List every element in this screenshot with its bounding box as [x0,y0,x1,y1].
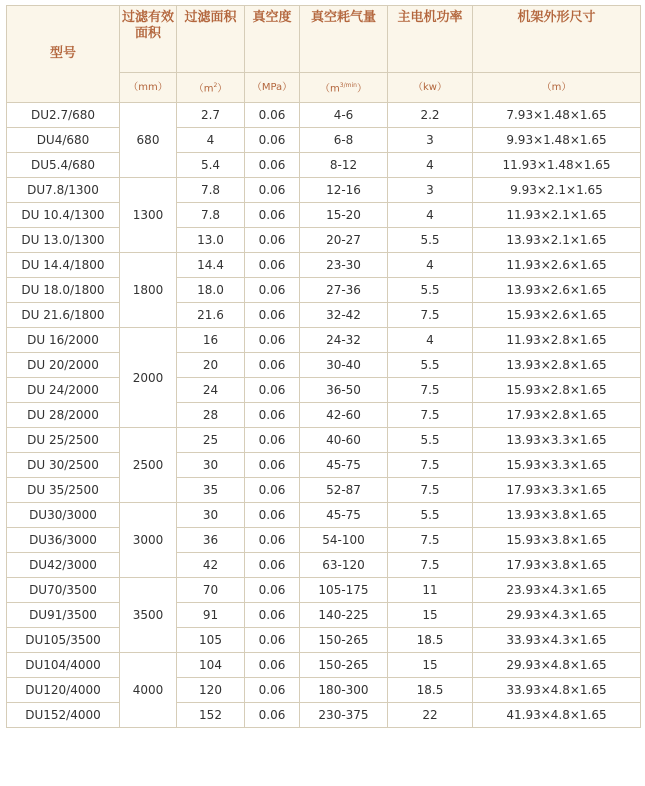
consumption-cell: 36-50 [300,378,388,403]
area-cell: 30 [177,503,245,528]
vacuum-cell: 0.06 [245,528,300,553]
table-row [7,603,641,628]
effective-width-cell: 3500 [120,578,177,653]
table-row [7,503,641,528]
area-cell: 7.8 [177,178,245,203]
vacuum-cell: 0.06 [245,653,300,678]
area-cell: 30 [177,453,245,478]
table-row [7,478,641,503]
effective-width-cell: 1300 [120,178,177,253]
power-cell: 4 [388,153,473,178]
power-cell: 11 [388,578,473,603]
power-cell: 7.5 [388,478,473,503]
area-cell: 25 [177,428,245,453]
power-cell: 5.5 [388,228,473,253]
model-cell: DU4/680 [7,128,120,153]
area-cell: 7.8 [177,203,245,228]
table-row [7,678,641,703]
size-cell: 11.93×2.1×1.65 [473,203,641,228]
table-row [7,628,641,653]
power-cell: 5.5 [388,428,473,453]
model-cell: DU7.8/1300 [7,178,120,203]
vacuum-cell: 0.06 [245,628,300,653]
table-row [7,178,641,203]
vacuum-cell: 0.06 [245,128,300,153]
area-cell: 13.0 [177,228,245,253]
model-cell: DU5.4/680 [7,153,120,178]
size-cell: 15.93×3.3×1.65 [473,453,641,478]
model-cell: DU105/3500 [7,628,120,653]
size-cell: 17.93×3.3×1.65 [473,478,641,503]
vacuum-cell: 0.06 [245,303,300,328]
consumption-cell: 24-32 [300,328,388,353]
vacuum-cell: 0.06 [245,328,300,353]
effective-width-cell: 2000 [120,328,177,428]
spec-table [6,5,641,728]
header-effective-width: 过滤有效面积 [120,6,177,73]
size-cell: 9.93×2.1×1.65 [473,178,641,203]
area-cell: 42 [177,553,245,578]
header-consumption: 真空耗气量 [300,6,388,73]
effective-width-cell: 4000 [120,653,177,728]
unit-effective-width: （mm） [120,73,177,103]
model-cell: DU2.7/680 [7,103,120,128]
size-cell: 11.93×1.48×1.65 [473,153,641,178]
size-cell: 29.93×4.8×1.65 [473,653,641,678]
vacuum-cell: 0.06 [245,203,300,228]
area-cell: 21.6 [177,303,245,328]
vacuum-cell: 0.06 [245,353,300,378]
model-cell: DU 10.4/1300 [7,203,120,228]
size-cell: 15.93×2.6×1.65 [473,303,641,328]
table-row [7,228,641,253]
model-cell: DU104/4000 [7,653,120,678]
consumption-cell: 150-265 [300,628,388,653]
vacuum-cell: 0.06 [245,253,300,278]
area-cell: 28 [177,403,245,428]
power-cell: 7.5 [388,453,473,478]
consumption-cell: 6-8 [300,128,388,153]
table-row [7,303,641,328]
model-cell: DU 13.0/1300 [7,228,120,253]
vacuum-cell: 0.06 [245,453,300,478]
power-cell: 7.5 [388,553,473,578]
area-cell: 14.4 [177,253,245,278]
model-cell: DU36/3000 [7,528,120,553]
effective-width-cell: 2500 [120,428,177,503]
table-row [7,428,641,453]
vacuum-cell: 0.06 [245,678,300,703]
power-cell: 3 [388,128,473,153]
size-cell: 23.93×4.3×1.65 [473,578,641,603]
size-cell: 15.93×2.8×1.65 [473,378,641,403]
model-cell: DU42/3000 [7,553,120,578]
power-cell: 4 [388,203,473,228]
table-row [7,153,641,178]
vacuum-cell: 0.06 [245,553,300,578]
table-row [7,453,641,478]
size-cell: 13.93×2.6×1.65 [473,278,641,303]
model-cell: DU120/4000 [7,678,120,703]
header-vacuum: 真空度 [245,6,300,73]
size-cell: 15.93×3.8×1.65 [473,528,641,553]
power-cell: 18.5 [388,678,473,703]
size-cell: 7.93×1.48×1.65 [473,103,641,128]
consumption-cell: 45-75 [300,453,388,478]
size-cell: 33.93×4.8×1.65 [473,678,641,703]
power-cell: 7.5 [388,378,473,403]
consumption-cell: 40-60 [300,428,388,453]
effective-width-cell: 680 [120,103,177,178]
vacuum-cell: 0.06 [245,378,300,403]
table-row [7,528,641,553]
area-cell: 18.0 [177,278,245,303]
area-cell: 104 [177,653,245,678]
consumption-cell: 8-12 [300,153,388,178]
model-cell: DU 20/2000 [7,353,120,378]
consumption-cell: 105-175 [300,578,388,603]
vacuum-cell: 0.06 [245,703,300,728]
power-cell: 4 [388,328,473,353]
unit-consumption: $(m^{3/min})$ [300,73,388,103]
vacuum-cell: 0.06 [245,403,300,428]
vacuum-cell: 0.06 [245,103,300,128]
consumption-cell: 23-30 [300,253,388,278]
unit-vacuum: （MPa） [245,73,300,103]
size-cell: 13.93×2.1×1.65 [473,228,641,253]
effective-width-cell: 1800 [120,253,177,328]
power-cell: 5.5 [388,278,473,303]
model-cell: DU 16/2000 [7,328,120,353]
vacuum-cell: 0.06 [245,428,300,453]
area-cell: 35 [177,478,245,503]
consumption-cell: 230-375 [300,703,388,728]
size-cell: 13.93×3.8×1.65 [473,503,641,528]
power-cell: 18.5 [388,628,473,653]
area-cell: 16 [177,328,245,353]
power-cell: 3 [388,178,473,203]
size-cell: 11.93×2.8×1.65 [473,328,641,353]
unit-size: （m） [473,73,641,103]
size-cell: 17.93×3.8×1.65 [473,553,641,578]
size-cell: 41.93×4.8×1.65 [473,703,641,728]
power-cell: 7.5 [388,403,473,428]
vacuum-cell: 0.06 [245,478,300,503]
consumption-cell: 140-225 [300,603,388,628]
table-row [7,203,641,228]
table-row [7,703,641,728]
table-row [7,378,641,403]
table-row [7,553,641,578]
effective-width-cell: 3000 [120,503,177,578]
power-cell: 2.2 [388,103,473,128]
area-cell: 120 [177,678,245,703]
table-row [7,653,641,678]
model-cell: DU 25/2500 [7,428,120,453]
size-cell: 33.93×4.3×1.65 [473,628,641,653]
model-cell: DU 35/2500 [7,478,120,503]
unit-power: （kw） [388,73,473,103]
consumption-cell: 4-6 [300,103,388,128]
vacuum-cell: 0.06 [245,603,300,628]
power-cell: 15 [388,603,473,628]
model-cell: DU 24/2000 [7,378,120,403]
consumption-cell: 30-40 [300,353,388,378]
table-row [7,253,641,278]
model-cell: DU 30/2500 [7,453,120,478]
consumption-cell: 63-120 [300,553,388,578]
unit-area: $(m^2)$ [177,73,245,103]
header-area: 过滤面积 [177,6,245,73]
table-row [7,403,641,428]
consumption-cell: 27-36 [300,278,388,303]
area-cell: 20 [177,353,245,378]
model-cell: DU70/3500 [7,578,120,603]
power-cell: 7.5 [388,528,473,553]
consumption-cell: 180-300 [300,678,388,703]
model-cell: DU91/3500 [7,603,120,628]
power-cell: 15 [388,653,473,678]
area-cell: 91 [177,603,245,628]
vacuum-cell: 0.06 [245,503,300,528]
size-cell: 13.93×3.3×1.65 [473,428,641,453]
consumption-cell: 15-20 [300,203,388,228]
vacuum-cell: 0.06 [245,278,300,303]
power-cell: 5.5 [388,503,473,528]
size-cell: 9.93×1.48×1.65 [473,128,641,153]
table-header [7,6,641,103]
vacuum-cell: 0.06 [245,153,300,178]
header-size: 机架外形尺寸 [473,6,641,73]
vacuum-cell: 0.06 [245,228,300,253]
header-model: 型号 [7,6,120,103]
model-cell: DU 28/2000 [7,403,120,428]
consumption-cell: 54-100 [300,528,388,553]
model-cell: DU 18.0/1800 [7,278,120,303]
consumption-cell: 12-16 [300,178,388,203]
size-cell: 11.93×2.6×1.65 [473,253,641,278]
consumption-cell: 150-265 [300,653,388,678]
model-cell: DU 14.4/1800 [7,253,120,278]
area-cell: 24 [177,378,245,403]
model-cell: DU 21.6/1800 [7,303,120,328]
area-cell: 36 [177,528,245,553]
power-cell: 22 [388,703,473,728]
size-cell: 13.93×2.8×1.65 [473,353,641,378]
consumption-cell: 32-42 [300,303,388,328]
size-cell: 17.93×2.8×1.65 [473,403,641,428]
area-cell: 70 [177,578,245,603]
area-cell: 152 [177,703,245,728]
consumption-cell: 52-87 [300,478,388,503]
model-cell: DU30/3000 [7,503,120,528]
size-cell: 29.93×4.3×1.65 [473,603,641,628]
table-row [7,353,641,378]
power-cell: 7.5 [388,303,473,328]
table-row [7,278,641,303]
area-cell: 105 [177,628,245,653]
power-cell: 5.5 [388,353,473,378]
vacuum-cell: 0.06 [245,578,300,603]
area-cell: 5.4 [177,153,245,178]
model-cell: DU152/4000 [7,703,120,728]
area-cell: 4 [177,128,245,153]
vacuum-cell: 0.06 [245,178,300,203]
table-body [7,103,641,728]
table-row [7,578,641,603]
power-cell: 4 [388,253,473,278]
consumption-cell: 42-60 [300,403,388,428]
consumption-cell: 20-27 [300,228,388,253]
table-row [7,103,641,128]
header-power: 主电机功率 [388,6,473,73]
area-cell: 2.7 [177,103,245,128]
table-row [7,128,641,153]
consumption-cell: 45-75 [300,503,388,528]
table-row [7,328,641,353]
